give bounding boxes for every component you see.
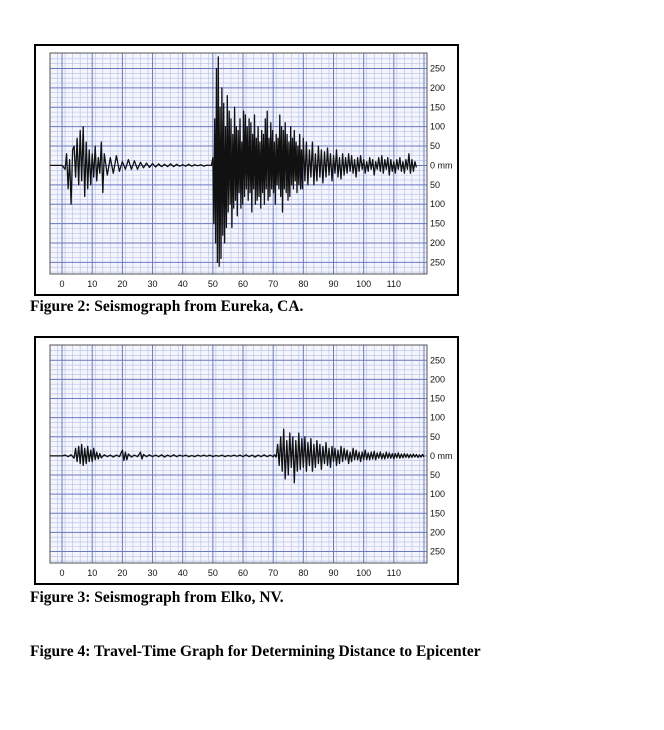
x-tick-label: 100 [356, 568, 372, 578]
y-tick-label: 250 [430, 63, 446, 74]
seismograph-elko-plot [36, 338, 457, 583]
x-tick-label: 110 [386, 279, 402, 289]
y-tick-label: 50 [430, 470, 441, 481]
y-tick-label: 50 [430, 179, 441, 190]
seismograph-eureka [34, 44, 459, 296]
x-tick-label: 110 [386, 568, 402, 578]
y-tick-label: 100 [430, 489, 446, 500]
y-tick-label: 150 [430, 218, 446, 229]
x-tick-label: 100 [356, 279, 372, 289]
y-tick-label: 200 [430, 82, 446, 93]
y-tick-label: 100 [430, 412, 446, 423]
x-tick-label: 0 [59, 568, 65, 578]
x-tick-label: 20 [117, 568, 128, 578]
figure-3-caption: Figure 3: Seismograph from Elko, NV. [30, 589, 284, 606]
y-tick-label: 200 [430, 527, 446, 538]
y-tick-label: 50 [430, 141, 441, 152]
y-tick-label: 250 [430, 546, 446, 557]
x-tick-label: 70 [268, 279, 279, 289]
y-tick-label: 200 [430, 374, 446, 385]
y-tick-label: 200 [430, 237, 446, 248]
x-tick-label: 10 [87, 279, 98, 289]
x-tick-label: 70 [268, 568, 279, 578]
x-tick-label: 30 [147, 568, 158, 578]
x-tick-label: 60 [238, 568, 249, 578]
y-tick-label: 0 mm [430, 160, 453, 171]
x-tick-label: 10 [87, 568, 98, 578]
seismograph-elko [34, 336, 459, 585]
x-tick-label: 0 [59, 279, 65, 289]
y-tick-label: 150 [430, 102, 446, 113]
y-tick-label: 250 [430, 257, 446, 268]
x-tick-label: 50 [207, 568, 218, 578]
figure-4-caption: Figure 4: Travel-Time Graph for Determining Distance to Epicenter [30, 643, 481, 660]
x-tick-label: 30 [147, 279, 158, 289]
y-tick-label: 100 [430, 199, 446, 210]
figure-2-caption: Figure 2: Seismograph from Eureka, CA. [30, 298, 304, 315]
x-tick-label: 90 [328, 279, 339, 289]
x-tick-label: 50 [207, 279, 218, 289]
y-tick-label: 50 [430, 431, 441, 442]
x-tick-label: 40 [177, 279, 188, 289]
x-tick-label: 20 [117, 279, 128, 289]
x-tick-label: 90 [328, 568, 339, 578]
y-tick-label: 150 [430, 393, 446, 404]
y-tick-label: 0 mm [430, 450, 453, 461]
seismograph-eureka-plot [36, 46, 457, 294]
x-tick-label: 60 [238, 279, 249, 289]
x-tick-label: 80 [298, 568, 309, 578]
y-tick-label: 250 [430, 355, 446, 366]
y-tick-label: 100 [430, 121, 446, 132]
x-tick-label: 40 [177, 568, 188, 578]
x-tick-label: 80 [298, 279, 309, 289]
y-tick-label: 150 [430, 508, 446, 519]
